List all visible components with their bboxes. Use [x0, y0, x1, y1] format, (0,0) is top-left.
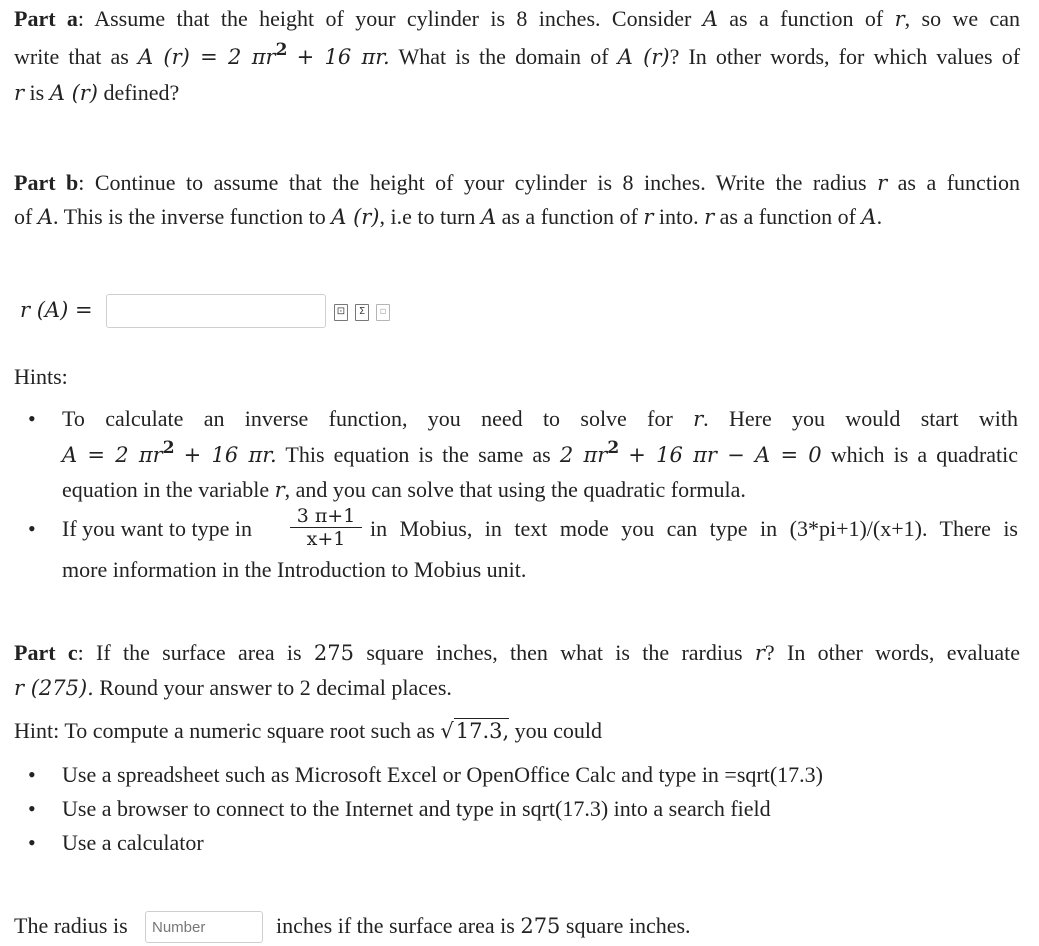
- hint-1-line-1: [62, 406, 1018, 432]
- sqrt-option-2: Use a browser to connect to the Internet and type in sqrt(17.3) into a search field: [62, 796, 771, 821]
- hint-text: , and you can solve that using the quadratic formula.: [284, 477, 746, 502]
- fraction-denominator: x+1: [306, 528, 346, 550]
- math-r: r: [693, 407, 704, 431]
- part-c-text-2: square inches, then what is the rardius: [366, 640, 743, 665]
- fraction-example: [290, 505, 362, 550]
- part-a-text-6: ? In other words, for which values of: [669, 44, 1021, 69]
- part-a-text-7: defined?: [103, 80, 180, 105]
- part-c-label: Part c: [14, 640, 78, 665]
- part-c-line-1: [14, 640, 1020, 666]
- part-b-line-2: of A. This is the inverse function to A (r), i.e to turn A as a function of r into. r as a function of A.: [14, 204, 883, 229]
- math-r-of-275: r (275).: [14, 676, 94, 700]
- part-a-line-1: [14, 6, 1020, 32]
- hint-text: Hint: To compute a numeric square root such as: [14, 718, 435, 743]
- part-b-text-7: into.: [658, 204, 699, 229]
- sqrt-option-1: Use a spreadsheet such as Microsoft Excel or OpenOffice Calc and type in =sqrt(17.3): [62, 762, 823, 787]
- part-b-text-5: , i.e to turn: [379, 204, 476, 229]
- part-a: [14, 6, 1020, 116]
- part-c-text: : If the surface area is: [77, 640, 302, 665]
- math-exponent: 2: [275, 40, 288, 60]
- radius-label: The radius is: [14, 913, 128, 938]
- radius-tail: [276, 913, 691, 939]
- part-b-label: Part b: [14, 170, 79, 195]
- part-b-text-4: . This is the inverse function to: [53, 204, 326, 229]
- sqrt-option-3: Use a calculator: [62, 830, 204, 855]
- preview-icon[interactable]: ▫: [376, 304, 390, 321]
- part-a-label: Part a: [14, 6, 78, 31]
- math-A: A: [37, 205, 53, 229]
- math-r: r: [274, 478, 285, 502]
- math-r: r: [877, 171, 888, 195]
- math-exponent: 2: [162, 438, 175, 458]
- hint-1-line-2: [62, 438, 1019, 468]
- part-a-line-2: [14, 40, 1021, 70]
- radius-number-input[interactable]: [145, 911, 263, 943]
- part-a-text-5: What is the domain of: [398, 44, 609, 69]
- math-eq-1: A = 2 πr: [62, 443, 163, 467]
- part-a-text: : Assume that the height of your cylinder is 8 inches. Consider: [77, 6, 692, 31]
- bullet-dot: •: [28, 762, 36, 787]
- r-of-A-label: [20, 297, 93, 323]
- hint-2-tail: in Mobius, in text mode you can type in (3*pi+1)/(x+1). There is: [370, 516, 1018, 541]
- math-exponent: 2: [607, 438, 620, 458]
- math-r: r: [894, 7, 905, 31]
- math-A-of-r: A (r): [49, 81, 98, 105]
- fraction-numerator: 3 π+1: [290, 505, 362, 528]
- hint-text: you could: [514, 718, 603, 743]
- hint-text: This equation is the same as: [285, 442, 551, 467]
- math-A-of-r: A (r): [617, 45, 670, 69]
- hint-2-line-2: more information in the Introduction to Mobius unit.: [62, 557, 527, 582]
- part-b-text: : Continue to assume that the height of your cylinder is 8 inches. Write the radius: [78, 170, 867, 195]
- math-A-of-r: A (r): [331, 205, 380, 229]
- hints-title: Hints:: [14, 364, 68, 389]
- part-c-line-2: [14, 675, 452, 701]
- sqrt-value: 17.3,: [455, 719, 510, 743]
- radius-tail-text: inches if the surface area is: [276, 913, 515, 938]
- part-b-line-1: [14, 170, 1020, 196]
- part-c: [14, 640, 1020, 710]
- part-c-text-4: Round your answer to 2 decimal places.: [99, 675, 452, 700]
- math-r: r: [754, 641, 765, 665]
- math-r-of-A: r (A) =: [20, 298, 93, 322]
- math-r: r: [704, 205, 715, 229]
- hint-text: To calculate an inverse function, you need to solve for: [62, 406, 673, 431]
- bullet-dot: •: [28, 406, 36, 431]
- math-275: 275: [520, 914, 561, 938]
- part-a-text-3: , so we can: [904, 6, 1021, 31]
- sigma-template-icon[interactable]: Σ: [355, 304, 369, 321]
- math-r: r: [14, 81, 25, 105]
- math-A: A: [480, 205, 497, 229]
- bullet-dot: •: [28, 516, 36, 541]
- hint-text: equation in the variable: [62, 477, 270, 502]
- sqrt-sign: √: [440, 719, 454, 743]
- math-eq-1-tail: + 16 πr.: [183, 443, 277, 467]
- sqrt-hint: [14, 718, 602, 744]
- math-r: r: [643, 205, 654, 229]
- r-of-A-answer-input[interactable]: [106, 294, 326, 328]
- radius-tail-end: square inches.: [565, 913, 691, 938]
- part-b-text-8: as a function of: [719, 204, 856, 229]
- part-b-text-6: as a function of: [501, 204, 638, 229]
- bullet-dot: •: [28, 796, 36, 821]
- math-area-formula: A (r) = 2 πr: [137, 45, 276, 69]
- math-area-formula-tail: + 16 πr.: [296, 45, 390, 69]
- math-A: A: [702, 7, 718, 31]
- math-A: A: [861, 205, 877, 229]
- hint-text: which is a quadratic: [830, 442, 1019, 467]
- part-b: [14, 170, 1020, 240]
- part-b-text-3: of: [14, 204, 33, 229]
- math-eq-2: 2 πr: [559, 443, 608, 467]
- hint-1-line-3: [62, 477, 746, 503]
- part-a-text-4: write that as: [14, 44, 129, 69]
- part-a-line-3: r is A (r) defined?: [14, 80, 180, 105]
- hint-2-lead: If you want to type in: [62, 516, 253, 541]
- part-c-text-3: ? In other words, evaluate: [764, 640, 1021, 665]
- math-275: 275: [313, 641, 354, 665]
- part-a-text-2: as a function of: [729, 6, 884, 31]
- math-eq-2-tail: + 16 πr − A = 0: [628, 443, 822, 467]
- equation-editor-icon[interactable]: ⊡: [334, 304, 348, 321]
- bullet-dot: •: [28, 830, 36, 855]
- part-b-text-2: as a function: [897, 170, 1021, 195]
- hint-text: . Here you would start with: [703, 406, 1019, 431]
